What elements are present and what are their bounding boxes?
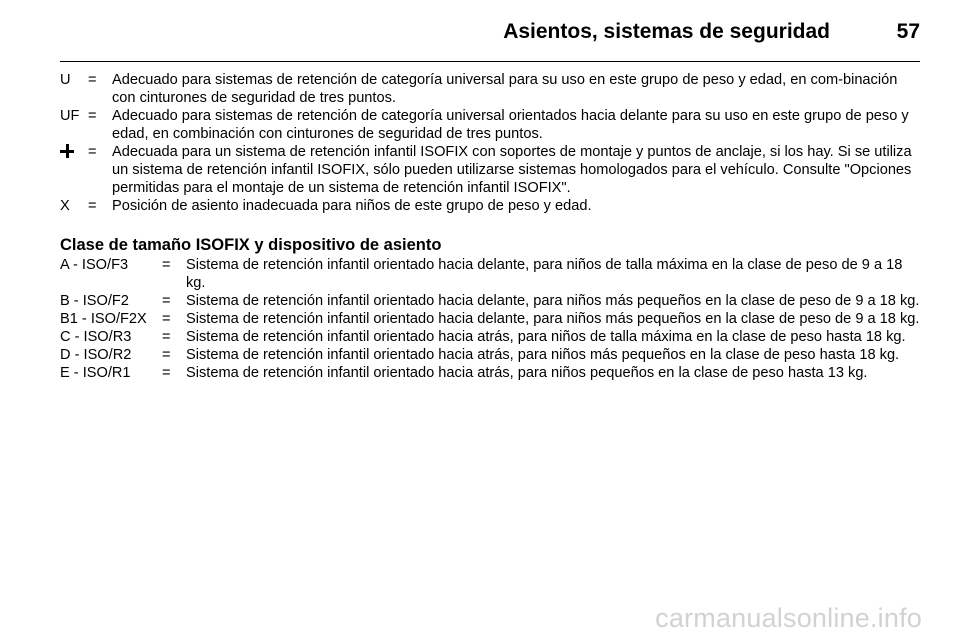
equals-sign: = xyxy=(162,311,171,327)
isofix-description: Sistema de retención infantil orientado hacia delante, para niños más pequeños en la clase de peso de 9 a 18 kg. xyxy=(186,311,920,327)
legend-item-plus xyxy=(60,143,922,197)
isofix-item-c xyxy=(60,328,922,346)
legend-list xyxy=(60,71,922,215)
legend-item-x xyxy=(60,197,922,215)
page-header xyxy=(60,0,920,62)
header-rule xyxy=(60,61,920,62)
equals-sign: = xyxy=(162,329,171,345)
isofix-term: D - ISO/R2 xyxy=(60,347,132,363)
equals-sign: = xyxy=(88,72,97,88)
isofix-term: E - ISO/R1 xyxy=(60,365,131,381)
watermark: carmanualsonline.info xyxy=(655,603,922,633)
isofix-class-list xyxy=(60,256,922,382)
equals-sign: = xyxy=(162,293,171,309)
section-heading: Clase de tamaño ISOFIX y dispositivo de asiento xyxy=(60,236,442,254)
equals-sign: = xyxy=(162,365,171,381)
isofix-item-b xyxy=(60,292,922,310)
legend-term: X xyxy=(60,198,70,214)
legend-term xyxy=(60,143,88,162)
isofix-term: B1 - ISO/F2X xyxy=(60,311,147,327)
isofix-description: Sistema de retención infantil orientado hacia delante, para niños más pequeños en la clase de peso de 9 a 18 kg. xyxy=(186,293,920,309)
legend-term: UF xyxy=(60,108,80,124)
legend-term: U xyxy=(60,72,71,88)
equals-sign: = xyxy=(162,257,171,273)
isofix-item-e xyxy=(60,364,922,382)
isofix-description: Sistema de retención infantil orientado hacia atrás, para niños más pequeños en la clase de peso hasta 18 kg. xyxy=(186,347,900,363)
equals-sign: = xyxy=(88,144,97,160)
isofix-term: B - ISO/F2 xyxy=(60,293,129,309)
page-number: 57 xyxy=(896,20,920,43)
equals-sign: = xyxy=(88,198,97,214)
legend-item-uf xyxy=(60,107,922,143)
legend-description: Adecuada para un sistema de retención infantil ISOFIX con soportes de montaje y puntos de anclaje, si los hay. Si se utiliza un sistema de retención infantil ISOFIX, sólo pueden utilizarse sistemas homologados para el vehículo. Consulte "Opciones permitidas para el montaje de un sistema de retención infantil ISOFIX". xyxy=(112,144,912,196)
equals-sign: = xyxy=(88,108,97,124)
isofix-term: C - ISO/R3 xyxy=(60,329,132,345)
isofix-description: Sistema de retención infantil orientado hacia atrás, para niños pequeños en la clase de peso hasta 13 kg. xyxy=(186,365,868,381)
isofix-term: A - ISO/F3 xyxy=(60,257,129,273)
isofix-item-d xyxy=(60,346,922,364)
legend-description: Adecuado para sistemas de retención de categoría universal para su uso en este grupo de peso y edad, en com-binación con cinturones de seguridad de tres puntos. xyxy=(112,72,898,106)
isofix-description: Sistema de retención infantil orientado hacia delante, para niños de talla máxima en la clase de peso de 9 a 18 kg. xyxy=(186,257,903,291)
plus-icon xyxy=(60,144,74,158)
isofix-description: Sistema de retención infantil orientado hacia atrás, para niños de talla máxima en la clase de peso hasta 18 kg. xyxy=(186,329,906,345)
page-title: Asientos, sistemas de seguridad xyxy=(503,20,830,43)
legend-description: Posición de asiento inadecuada para niños de este grupo de peso y edad. xyxy=(112,198,592,214)
isofix-item-a xyxy=(60,256,922,292)
legend-item-u xyxy=(60,71,922,107)
legend-description: Adecuado para sistemas de retención de categoría universal orientados hacia delante para su uso en este grupo de peso y edad, en combinación con cinturones de seguridad de tres puntos. xyxy=(112,108,909,142)
isofix-item-b1 xyxy=(60,310,922,328)
equals-sign: = xyxy=(162,347,171,363)
